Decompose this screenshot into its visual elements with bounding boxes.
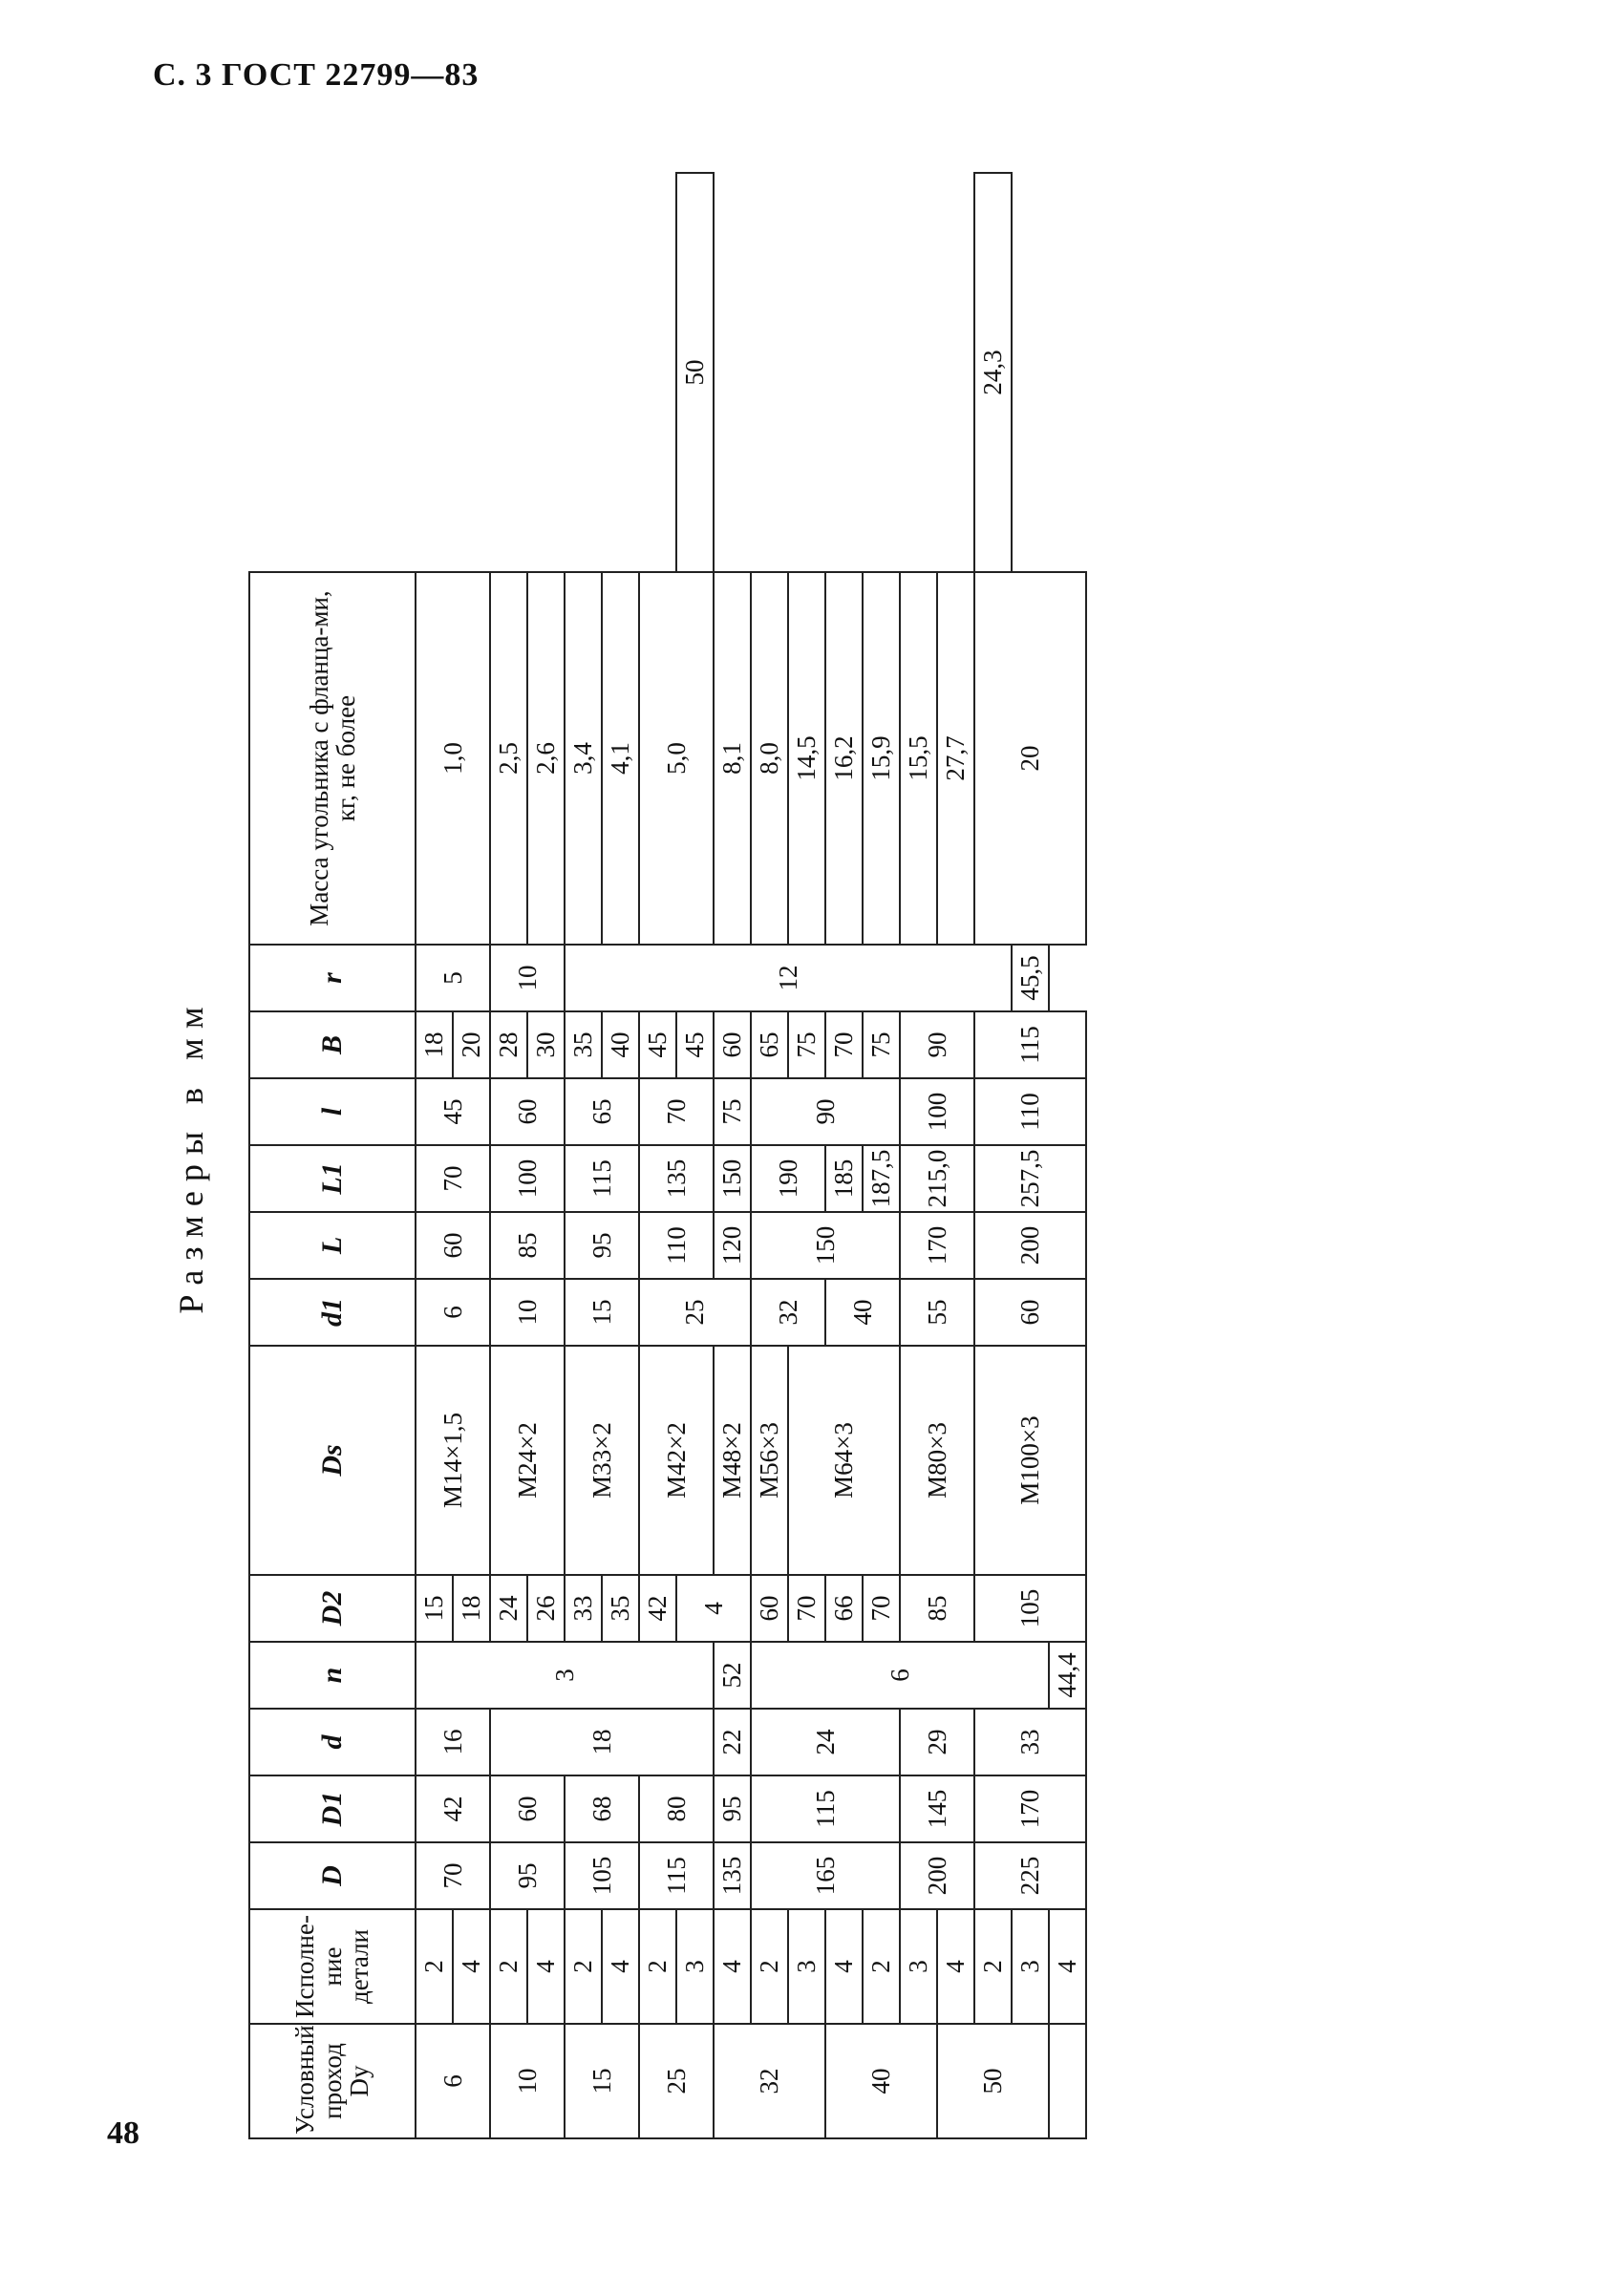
cell-D: 70 xyxy=(416,1842,490,1909)
cell-B: 45 xyxy=(639,1011,676,1078)
cell-mass: 24,3 xyxy=(974,173,1012,572)
cell-B: 65 xyxy=(751,1011,788,1078)
cell-mass: 5,0 xyxy=(639,572,714,945)
cell-B: 18 xyxy=(416,1011,453,1078)
cell-isp: 2 xyxy=(639,1909,676,2024)
cell-B: 60 xyxy=(714,1011,751,1078)
col-header: Ds xyxy=(249,1346,416,1575)
cell-isp: 4 xyxy=(1049,1909,1086,2024)
cell-mass: 2,6 xyxy=(527,572,565,945)
cell-D1: 95 xyxy=(714,1775,751,1842)
cell-d1: 25 xyxy=(639,1279,751,1346)
cell-dy: 6 xyxy=(416,2024,490,2138)
cell-D2: 45 xyxy=(676,1011,714,1078)
cell-L1: 150 xyxy=(714,1145,751,1212)
cell-d1: 10 xyxy=(490,1279,565,1346)
cell-n: 4 xyxy=(676,1575,751,1642)
cell-D2: 24 xyxy=(490,1575,527,1642)
cell-Ds: M14×1,5 xyxy=(416,1346,490,1575)
cell-d1: 32 xyxy=(751,1279,825,1346)
cell-Ds: M33×2 xyxy=(565,1346,639,1575)
col-header: d xyxy=(249,1709,416,1775)
table-row xyxy=(639,173,676,2138)
cell-l: 90 xyxy=(751,1078,900,1145)
cell-isp: 3 xyxy=(788,1909,825,2024)
cell-isp: 2 xyxy=(490,1909,527,2024)
cell-B: 30 xyxy=(527,1011,565,1078)
cell-n: 3 xyxy=(416,1642,714,1709)
cell-mass: 27,7 xyxy=(937,572,974,945)
col-header: l xyxy=(249,1078,416,1145)
cell-L1: 185 xyxy=(825,1145,863,1212)
cell-mass: 3,4 xyxy=(565,572,602,945)
col-header: Исполне-ние детали xyxy=(249,1909,416,2024)
cell-Ds: M42×2 xyxy=(639,1346,714,1575)
cell-l: 100 xyxy=(900,1078,974,1145)
cell-mass: 1,0 xyxy=(416,572,490,945)
table-row xyxy=(714,173,751,2138)
cell-D2: 15 xyxy=(416,1575,453,1642)
cell-isp: 2 xyxy=(863,1909,900,2024)
cell-B: 75 xyxy=(863,1011,900,1078)
cell-D2: 60 xyxy=(751,1575,788,1642)
cell-B: 90 xyxy=(900,1011,974,1078)
cell-D2: 18 xyxy=(453,1575,490,1642)
cell-dy: 25 xyxy=(639,2024,714,2138)
table-row xyxy=(751,173,788,2138)
cell-dy: 15 xyxy=(565,2024,639,2138)
cell-D2: 26 xyxy=(527,1575,565,1642)
cell-B: 35 xyxy=(565,1011,602,1078)
cell-mass: 2,5 xyxy=(490,572,527,945)
cell-isp: 4 xyxy=(714,1909,751,2024)
cell-dy: 50 xyxy=(937,2024,1049,2138)
cell-D: 135 xyxy=(714,1842,751,1909)
table-row xyxy=(416,173,453,2138)
header-row xyxy=(249,173,416,2138)
cell-d: 33 xyxy=(974,1709,1086,1775)
cell-L: 60 xyxy=(416,1212,490,1279)
cell-L1: 190 xyxy=(751,1145,825,1212)
cell-B: 70 xyxy=(825,1011,863,1078)
cell-D1: 145 xyxy=(900,1775,974,1842)
cell-mass: 15,5 xyxy=(900,572,937,945)
cell-L: 110 xyxy=(639,1212,714,1279)
cell-B: 40 xyxy=(602,1011,639,1078)
page-number: 48 xyxy=(107,2115,139,2151)
cell-l: 75 xyxy=(714,1078,751,1145)
cell-L1: 135 xyxy=(639,1145,714,1212)
cell-mass: 16,2 xyxy=(825,572,863,945)
cell-B: 75 xyxy=(788,1011,825,1078)
cell-L1: 115 xyxy=(565,1145,639,1212)
cell-D1: 68 xyxy=(565,1775,639,1842)
cell-L1: 100 xyxy=(490,1145,565,1212)
cell-dy: 32 xyxy=(714,2024,825,2138)
cell-dy: 40 xyxy=(825,2024,937,2138)
cell-L: 120 xyxy=(714,1212,751,1279)
cell-B: 115 xyxy=(974,1011,1086,1078)
cell-L1: 257,5 xyxy=(974,1145,1086,1212)
cell-L1: 70 xyxy=(416,1145,490,1212)
cell-isp: 4 xyxy=(825,1909,863,2024)
cell-d1: 55 xyxy=(900,1279,974,1346)
cell-l: 45 xyxy=(416,1078,490,1145)
cell-isp: 4 xyxy=(453,1909,490,2024)
cell-isp: 2 xyxy=(565,1909,602,2024)
col-header: L1 xyxy=(249,1145,416,1212)
table-row xyxy=(490,173,527,2138)
cell-r: 12 xyxy=(565,945,1012,1011)
cell-d: 29 xyxy=(900,1709,974,1775)
table-row xyxy=(565,173,602,2138)
cell-d: 24 xyxy=(751,1709,900,1775)
cell-d1: 60 xyxy=(974,1279,1086,1346)
page-header: С. 3 ГОСТ 22799—83 xyxy=(153,57,480,93)
col-header: r xyxy=(249,945,416,1011)
cell-L: 150 xyxy=(751,1212,900,1279)
cell-Ds: M100×3 xyxy=(974,1346,1086,1575)
cell-isp: 4 xyxy=(527,1909,565,2024)
cell-l: 60 xyxy=(490,1078,565,1145)
col-header: L xyxy=(249,1212,416,1279)
cell-dy-empty xyxy=(1049,2024,1086,2138)
cell-D1: 80 xyxy=(639,1775,714,1842)
cell-L: 95 xyxy=(565,1212,639,1279)
cell-L: 85 xyxy=(490,1212,565,1279)
col-header: D1 xyxy=(249,1775,416,1842)
cell-mass: 8,1 xyxy=(714,572,751,945)
cell-Ds: M48×2 xyxy=(714,1346,751,1575)
cell-mass: 8,0 xyxy=(751,572,788,945)
cell-d: 22 xyxy=(714,1709,751,1775)
cell-D1: 42 xyxy=(416,1775,490,1842)
cell-d: 18 xyxy=(490,1709,714,1775)
cell-d1: 40 xyxy=(825,1279,900,1346)
cell-r: 20 xyxy=(974,572,1086,945)
cell-D2: 42 xyxy=(639,1575,676,1642)
cell-d1: 15 xyxy=(565,1279,639,1346)
col-header: Условный проход Dy xyxy=(249,2024,416,2138)
cell-isp: 3 xyxy=(900,1909,937,2024)
cell-r: 10 xyxy=(490,945,565,1011)
cell-mass: 44,4 xyxy=(1049,1642,1086,1709)
cell-isp: 2 xyxy=(416,1909,453,2024)
table-row xyxy=(974,173,1012,2138)
cell-B: 20 xyxy=(453,1011,490,1078)
col-header: D2 xyxy=(249,1575,416,1642)
cell-isp: 2 xyxy=(751,1909,788,2024)
cell-l: 110 xyxy=(974,1078,1086,1145)
cell-mass: 14,5 xyxy=(788,572,825,945)
cell-D: 95 xyxy=(490,1842,565,1909)
cell-D1: 60 xyxy=(490,1775,565,1842)
cell-L: 170 xyxy=(900,1212,974,1279)
cell-D: 115 xyxy=(639,1842,714,1909)
cell-Ds: M24×2 xyxy=(490,1346,565,1575)
table-caption: Размеры в мм xyxy=(172,997,210,1314)
cell-Ds: M56×3 xyxy=(751,1346,788,1575)
cell-D2: 66 xyxy=(825,1575,863,1642)
cell-D: 105 xyxy=(565,1842,639,1909)
cell-isp: 3 xyxy=(1012,1909,1049,2024)
cell-D2: 85 xyxy=(900,1575,974,1642)
cell-D1: 170 xyxy=(974,1775,1086,1842)
cell-B: 50 xyxy=(676,173,714,572)
cell-D2: 33 xyxy=(565,1575,602,1642)
cell-L1: 215,0 xyxy=(900,1145,974,1212)
rotated-table-block xyxy=(162,172,1490,2139)
dimensions-table xyxy=(248,172,1087,2139)
cell-dy: 10 xyxy=(490,2024,565,2138)
cell-B: 28 xyxy=(490,1011,527,1078)
cell-isp: 4 xyxy=(937,1909,974,2024)
cell-D2: 70 xyxy=(788,1575,825,1642)
cell-Ds: M64×3 xyxy=(788,1346,900,1575)
cell-mass: 45,5 xyxy=(1012,945,1049,1011)
cell-D2: 105 xyxy=(974,1575,1086,1642)
cell-d: 16 xyxy=(416,1709,490,1775)
table-row xyxy=(900,173,937,2138)
col-header: Масса угольника с фланца-ми, кг, не более xyxy=(249,572,416,945)
cell-L1: 187,5 xyxy=(863,1145,900,1212)
col-header: n xyxy=(249,1642,416,1709)
cell-isp: 2 xyxy=(974,1909,1012,2024)
cell-D2: 35 xyxy=(602,1575,639,1642)
cell-d1: 6 xyxy=(416,1279,490,1346)
cell-L: 200 xyxy=(974,1212,1086,1279)
cell-r: 5 xyxy=(416,945,490,1011)
col-header: D xyxy=(249,1842,416,1909)
cell-Ds: M80×3 xyxy=(900,1346,974,1575)
cell-D: 165 xyxy=(751,1842,900,1909)
cell-D: 200 xyxy=(900,1842,974,1909)
cell-n: 6 xyxy=(751,1642,1049,1709)
cell-isp: 3 xyxy=(676,1909,714,2024)
col-header: d1 xyxy=(249,1279,416,1346)
cell-D: 225 xyxy=(974,1842,1086,1909)
col-header: B xyxy=(249,1011,416,1078)
cell-isp: 4 xyxy=(602,1909,639,2024)
cell-l: 65 xyxy=(565,1078,639,1145)
cell-l: 70 xyxy=(639,1078,714,1145)
cell-mass: 15,9 xyxy=(863,572,900,945)
cell-D1: 115 xyxy=(751,1775,900,1842)
cell-D2: 70 xyxy=(863,1575,900,1642)
cell-mass: 4,1 xyxy=(602,572,639,945)
cell-D2: 52 xyxy=(714,1642,751,1709)
